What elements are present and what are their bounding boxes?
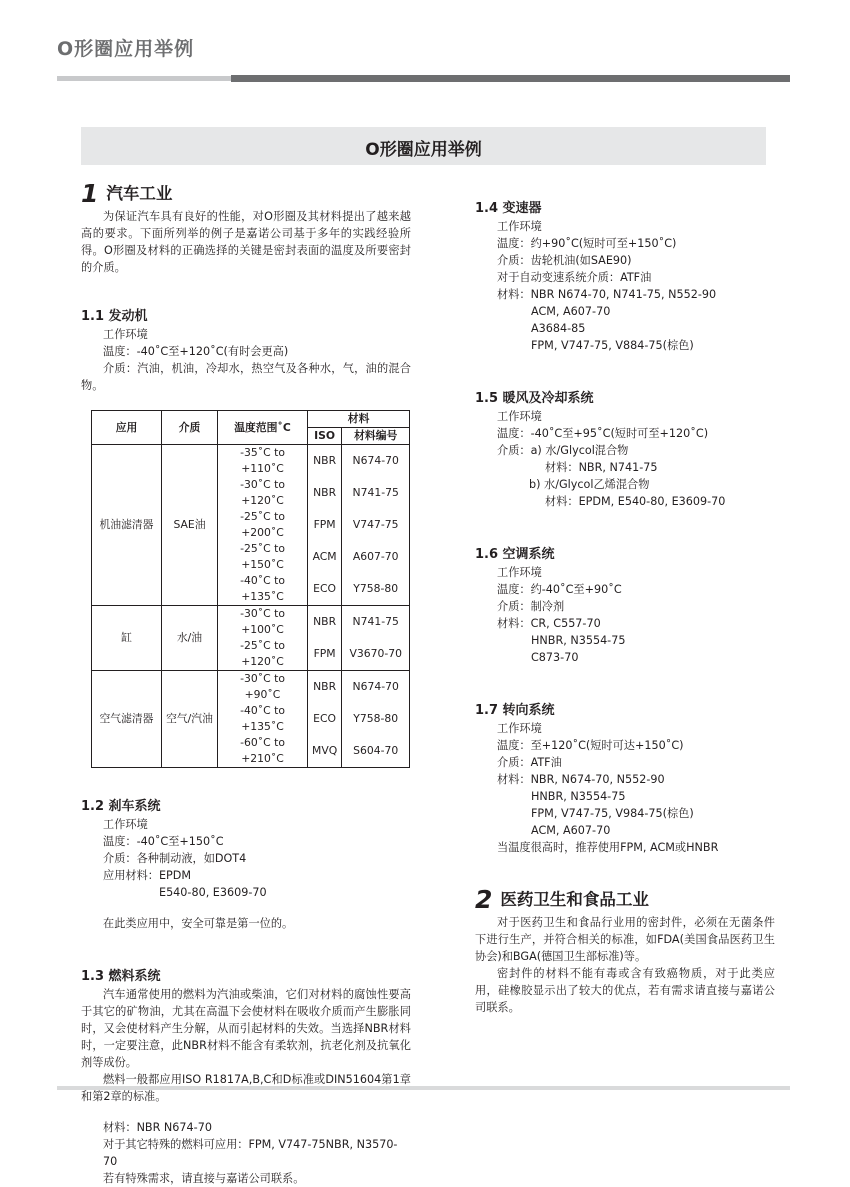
s11-title: 1.1 发动机 <box>81 309 148 324</box>
s15-medium-b: b) 水/Glycol乙烯混合物 <box>529 478 650 491</box>
s13-special: 对于其它特殊的燃料可应用：FPM, V747-75NBR, N3570-70 <box>103 1138 398 1168</box>
s14-mat3: A3684-85 <box>531 322 586 335</box>
cell-code: S604-70 <box>342 735 410 768</box>
cell-iso: MVQ <box>308 735 342 768</box>
th-code: 材料编号 <box>342 428 410 445</box>
engine-table <box>91 410 410 768</box>
s14-mat2: ACM, A607-70 <box>531 305 611 318</box>
cell-iso: FPM <box>308 638 342 671</box>
s12-mat1: 应用材料：EPDM <box>103 869 192 882</box>
header-title: O形圈应用举例 <box>57 38 195 60</box>
th-temp: 温度范围˚C <box>218 411 308 445</box>
s12-env: 工作环境 <box>103 818 148 831</box>
s12-medium: 介质：各种制动液，如DOT4 <box>103 852 247 865</box>
s16-mat3: C873-70 <box>531 651 579 664</box>
s11-medium: 介质：汽油，机油，冷却水，热空气及各种水，气，油的混合物。 <box>81 362 411 392</box>
s13-p2: 燃料一般都应用ISO R1817A,B,C和D标准或DIN51604第1章和第2章的标准。 <box>81 1073 411 1103</box>
s11-temp: 温度：-40˚C至+120˚C(有时会更高) <box>103 345 289 358</box>
s17-mat2: HNBR, N3554-75 <box>531 790 626 803</box>
s17-title: 1.7 转向系统 <box>475 703 555 718</box>
cell-code: Y758-80 <box>342 573 410 606</box>
cell-medium: 空气/汽油 <box>162 671 218 768</box>
s14-mat4: FPM, V747-75, V884-75(棕色) <box>531 339 694 352</box>
cell-iso: NBR <box>308 477 342 509</box>
cell-app: 缸 <box>92 606 162 671</box>
s13-contact: 若有特殊需求，请直接与嘉诺公司联系。 <box>103 1172 305 1185</box>
table-row <box>92 606 410 639</box>
table-row <box>92 445 410 478</box>
cell-iso: NBR <box>308 671 342 704</box>
cell-temp: -35˚C to +110˚C <box>218 445 308 478</box>
s17-temp: 温度：至+120˚C(短时可达+150˚C) <box>497 739 684 752</box>
cell-temp: -40˚C to +135˚C <box>218 573 308 606</box>
cell-code: N741-75 <box>342 477 410 509</box>
cell-iso: ECO <box>308 573 342 606</box>
cell-iso: NBR <box>308 445 342 478</box>
s16-title: 1.6 空调系统 <box>475 547 555 562</box>
s13-title: 1.3 燃料系统 <box>81 969 161 984</box>
right-column <box>475 200 775 1016</box>
s16-env: 工作环境 <box>497 566 542 579</box>
cell-code: Y758-80 <box>342 703 410 735</box>
s14-auto: 对于自动变速系统介质：ATF油 <box>497 271 652 284</box>
section-2-heading <box>475 886 775 912</box>
th-app: 应用 <box>92 411 162 445</box>
title-banner <box>81 127 766 165</box>
footer-rule <box>57 1086 790 1090</box>
s14-title: 1.4 变速器 <box>475 201 542 216</box>
th-iso: ISO <box>308 428 342 445</box>
s16-temp: 温度：约-40˚C至+90˚C <box>497 583 622 596</box>
s15-mat-b: 材料：EPDM, E540-80, E3609-70 <box>545 495 726 508</box>
header-rule-dark <box>231 75 790 82</box>
cell-medium: 水/油 <box>162 606 218 671</box>
cell-code: N674-70 <box>342 671 410 704</box>
section-1-number: 1 <box>81 178 99 208</box>
cell-temp: -30˚C to +100˚C <box>218 606 308 639</box>
s17-medium: 介质：ATF油 <box>497 756 562 769</box>
table-body <box>92 445 410 768</box>
section-2-title: 医药卫生和食品工业 <box>500 889 649 909</box>
s16-medium: 介质：制冷剂 <box>497 600 565 613</box>
s12-temp: 温度：-40˚C至+150˚C <box>103 835 224 848</box>
s11-env: 工作环境 <box>103 328 148 341</box>
cell-code: N741-75 <box>342 606 410 639</box>
s14-temp: 温度：约+90˚C(短时可至+150˚C) <box>497 237 677 250</box>
s14-env: 工作环境 <box>497 220 542 233</box>
s17-mat1: 材料：NBR, N674-70, N552-90 <box>497 773 665 786</box>
cell-iso: ECO <box>308 703 342 735</box>
s17-mat3: FPM, V747-75, V984-75(棕色) <box>531 807 694 820</box>
cell-iso: NBR <box>308 606 342 639</box>
section-1-intro: 为保证汽车具有良好的性能，对O形圈及其材料提出了越来越高的要求。下面所列举的例子是嘉诺公司基于多年的实践经验所得。O形圈及材料的正确选择的关键是密封表面的温度及所要密封的介质。 <box>81 210 411 274</box>
s14-medium: 介质：齿轮机油(如SAE90) <box>497 254 632 267</box>
s12-title: 1.2 刹车系统 <box>81 799 161 814</box>
th-material: 材料 <box>308 411 410 428</box>
cell-temp: -25˚C to +200˚C <box>218 509 308 541</box>
cell-temp: -25˚C to +150˚C <box>218 541 308 573</box>
section-1-heading <box>81 180 411 206</box>
s17-env: 工作环境 <box>497 722 542 735</box>
cell-iso: ACM <box>308 541 342 573</box>
s17-mat4: ACM, A607-70 <box>531 824 611 837</box>
header-rule-light <box>57 76 231 81</box>
s15-medium-a: 介质：a) 水/Glycol混合物 <box>497 444 629 457</box>
cell-temp: -30˚C to +90˚C <box>218 671 308 704</box>
cell-temp: -30˚C to +120˚C <box>218 477 308 509</box>
section-1-title: 汽车工业 <box>106 183 173 203</box>
cell-code: N674-70 <box>342 445 410 478</box>
th-medium: 介质 <box>162 411 218 445</box>
s13-p1: 汽车通常使用的燃料为汽油或柴油，它们对材料的腐蚀性要高于其它的矿物油，尤其在高温下会使材料在吸收介质而产生膨胀同时，又会使材料产生分解，从而引起材料的失效。当选择NBR材料时，一定要注意，此NBR材料不能含有柔软剂，抗老化剂及抗氧化剂等成份。 <box>81 988 411 1069</box>
s17-note: 当温度很高时，推荐使用FPM, ACM或HNBR <box>497 841 719 854</box>
cell-temp: -60˚C to +210˚C <box>218 735 308 768</box>
cell-medium: SAE油 <box>162 445 218 606</box>
s12-mat2: E540-80, E3609-70 <box>159 886 267 899</box>
banner-title: O形圈应用举例 <box>365 140 482 160</box>
s16-mat1: 材料：CR, C557-70 <box>497 617 601 630</box>
section-2-number: 2 <box>475 884 493 914</box>
cell-app: 空气滤清器 <box>92 671 162 768</box>
s14-mat1: 材料：NBR N674-70, N741-75, N552-90 <box>497 288 717 301</box>
cell-temp: -25˚C to +120˚C <box>218 638 308 671</box>
s12-note: 在此类应用中，安全可靠是第一位的。 <box>103 917 294 930</box>
s13-mat: 材料：NBR N674-70 <box>103 1121 212 1134</box>
s16-mat2: HNBR, N3554-75 <box>531 634 626 647</box>
cell-temp: -40˚C to +135˚C <box>218 703 308 735</box>
section-2-p2: 密封件的材料不能有毒或含有致癌物质，对于此类应用，硅橡胶显示出了较大的优点，若有需求请直接与嘉诺公司联系。 <box>475 967 775 1014</box>
cell-code: V747-75 <box>342 509 410 541</box>
cell-iso: FPM <box>308 509 342 541</box>
s15-mat-a: 材料：NBR, N741-75 <box>545 461 658 474</box>
s15-env: 工作环境 <box>497 410 542 423</box>
s15-temp: 温度：-40˚C至+95˚C(短时可至+120˚C) <box>497 427 709 440</box>
cell-code: V3670-70 <box>342 638 410 671</box>
left-column <box>81 180 411 1187</box>
table-row <box>92 671 410 704</box>
cell-app: 机油滤清器 <box>92 445 162 606</box>
cell-code: A607-70 <box>342 541 410 573</box>
s15-title: 1.5 暖风及冷却系统 <box>475 391 594 406</box>
section-2-p1: 对于医药卫生和食品行业用的密封件，必须在无菌条件下进行生产，并符合相关的标准，如FDA(美国食品医药卫生协会)和BGA(德国卫生部标准)等。 <box>475 916 775 963</box>
